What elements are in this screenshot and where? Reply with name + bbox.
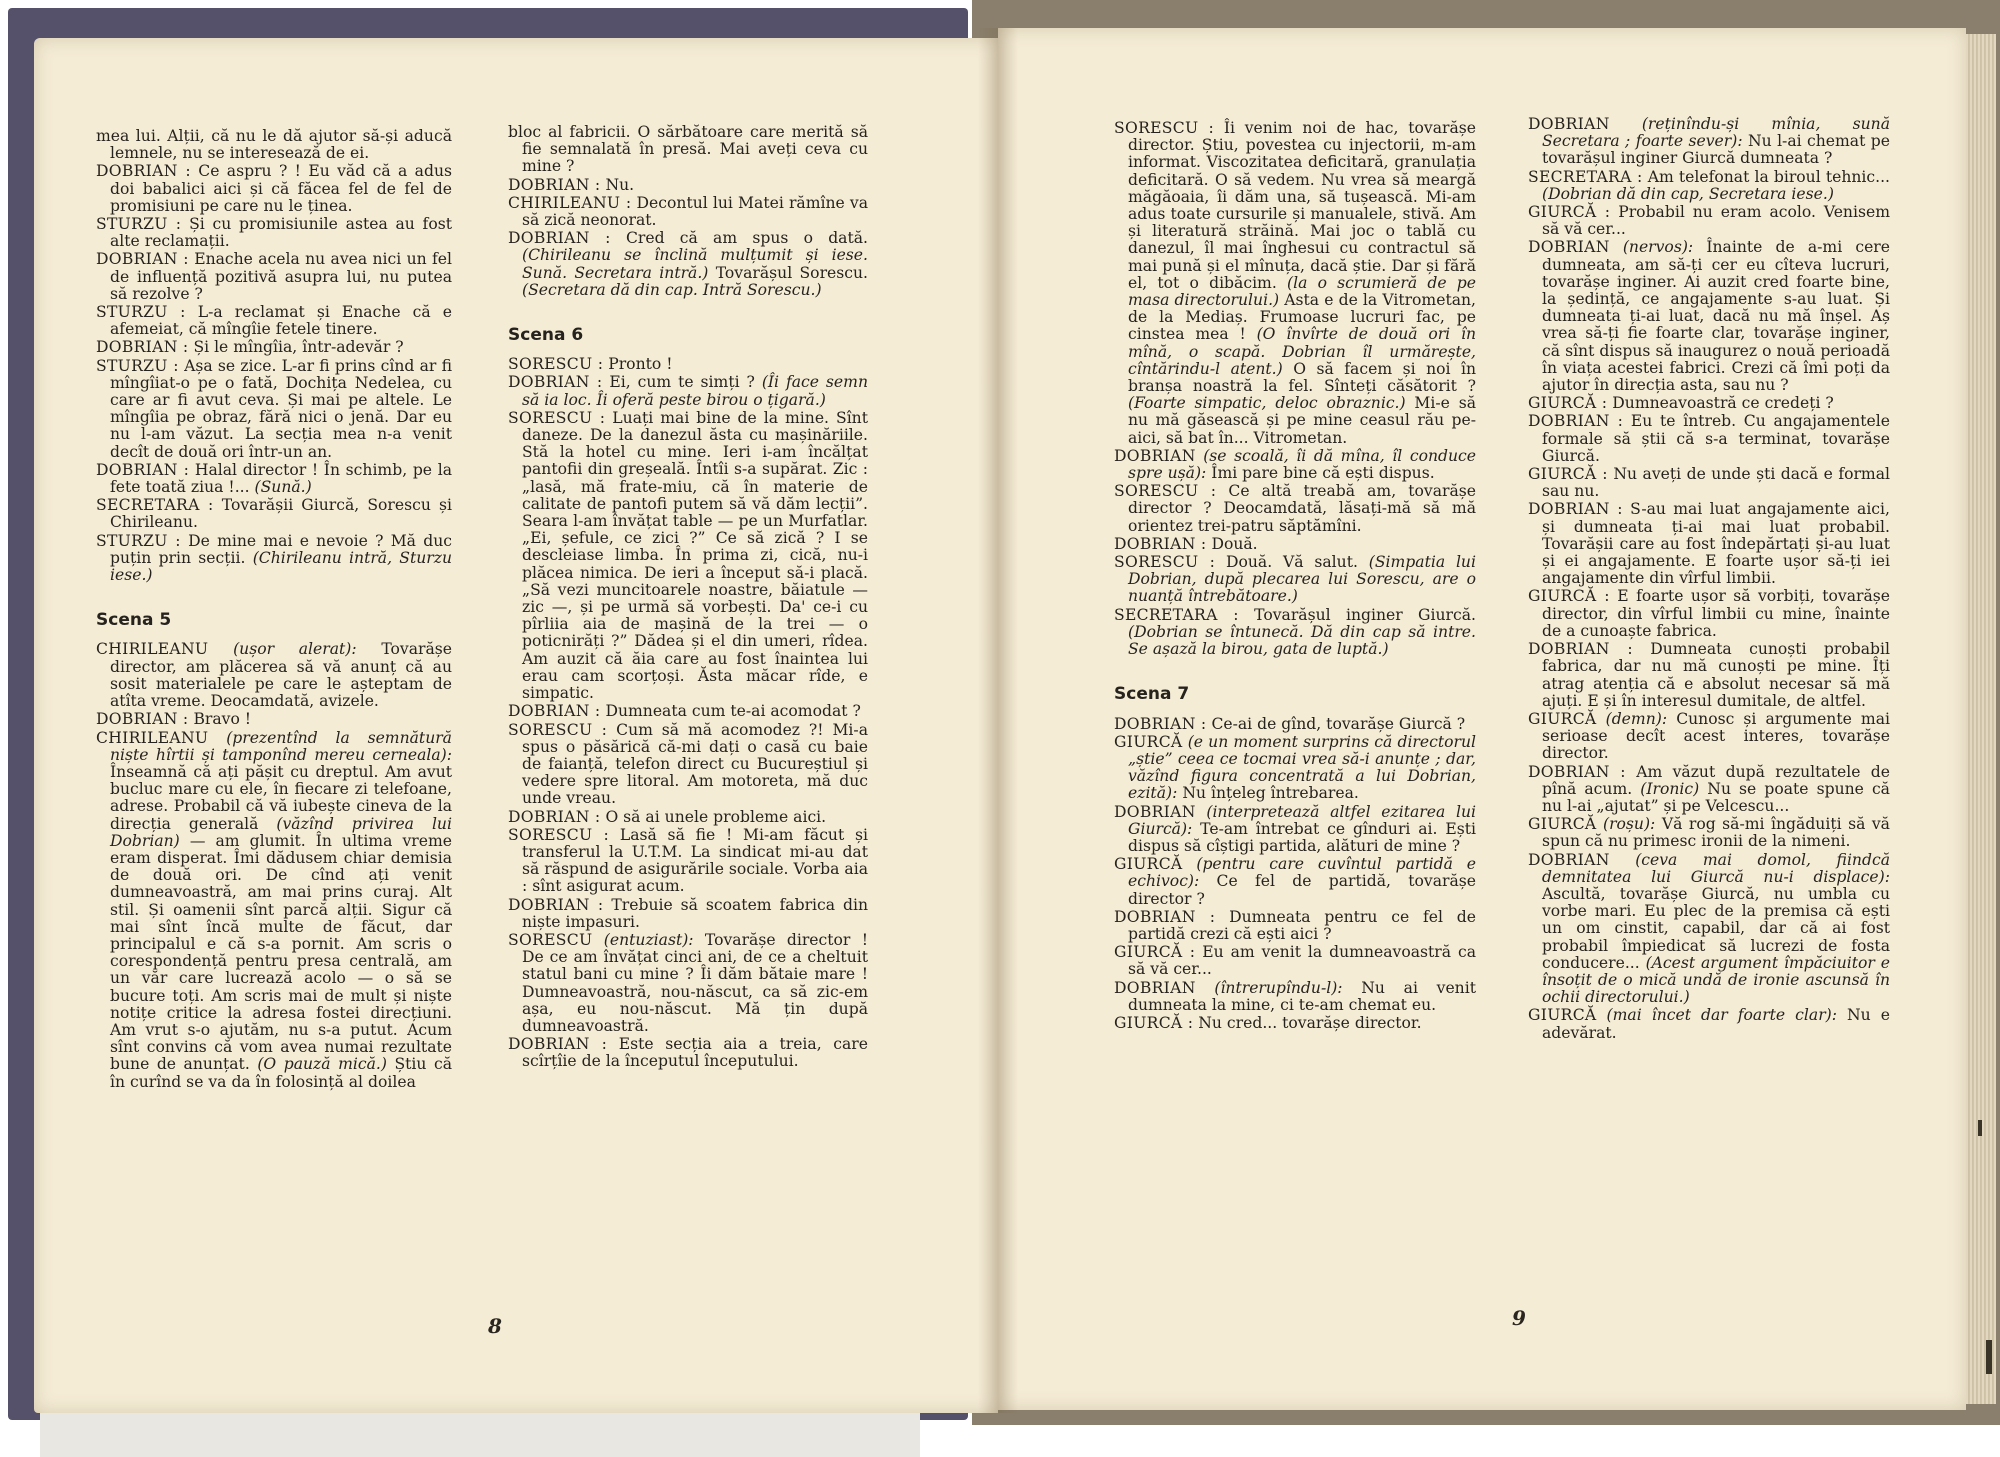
dialogue-line bbox=[1114, 909, 1476, 943]
dialogue-line bbox=[1528, 239, 1890, 394]
speaker-name: CHIRILEANU : bbox=[508, 193, 632, 212]
stage-direction: (interpretează altfel ezitarea lui Giurcă): bbox=[1128, 802, 1476, 838]
dialogue-line bbox=[1528, 501, 1890, 587]
dialogue-line bbox=[96, 163, 452, 215]
stage-direction: (la o scrumieră de pe masa directorului.) bbox=[1128, 273, 1476, 310]
line-text: Tovarășul Sorescu. bbox=[715, 263, 868, 282]
speaker-name: DOBRIAN : bbox=[508, 702, 601, 721]
line-text: Decontul lui Matei rămîne va să zică neonorat. bbox=[522, 193, 869, 230]
line-text: O să ai unele probleme aici. bbox=[605, 807, 827, 826]
line-text: Cunosc și argumente mai serioase decît acest interes, tovarășe director. bbox=[1542, 709, 1891, 763]
line-text: mea lui. Alții, că nu le dă ajutor să-și aducă lemnele, nu se interesează de ei. bbox=[96, 127, 452, 163]
line-text: Îmi pare bine că ești dispus. bbox=[1211, 464, 1435, 483]
line-text: Îi venim noi de hac, tovarășe director. Știu, povestea cu injectorii, m-am informat. Viscozitatea deficitară, granulația deficitară. O să vedem. Nu vrea să meargă măgăoaia, îi dăm una, să tușească. Mi-am adus toate cursurile și manualele, stivă. Am și literatură străină. Mai joc o tablă cu danezul, îl mai înghesui cu contractul să mai pună și el mînuța, dacă știe. Dar și fără el, tot o dibăcim. bbox=[1128, 119, 1476, 292]
page-number-left: 8 bbox=[488, 1314, 502, 1338]
line-text: S-au mai luat angajamente aici, și dumneata ți-ai mai luat probabil. Tovarășii care au fost îndepărtați și-au luat și ei angajamente. E foarte ușor să-ți iei angajamente din vîrful limbii. bbox=[1542, 500, 1890, 588]
speaker-name: DOBRIAN : bbox=[96, 710, 189, 729]
dialogue-line bbox=[1114, 483, 1476, 535]
line-text: Enache acela nu avea nici un fel de influență pozitivă asupra lui, nu putea să rezolve ? bbox=[110, 250, 452, 303]
page-edge-mark bbox=[1986, 1340, 1992, 1374]
line-text: Așa se zice. L-ar fi prins cînd ar fi mîngîiat-o pe o fată, Dochița Nedelea, cu care ar fi avut ceva. Și mai pe altele. Le mîngîia pe obraz, fără nici o jenă. Dar eu nu l-am văzut. La secția mea n-a venit decît de două ori într-un an. bbox=[110, 356, 452, 461]
line-text: Este secția aia a treia, care scîrțîie de la începutul începutului. bbox=[522, 1035, 868, 1071]
dialogue-line bbox=[508, 897, 868, 931]
speaker-name: CHIRILEANU bbox=[96, 728, 209, 747]
speaker-name: GIURCĂ bbox=[1114, 732, 1183, 751]
line-text: Ce-ai de gînd, tovarășe Giurcă ? bbox=[1211, 714, 1466, 733]
speaker-name: STURZU : bbox=[96, 215, 182, 234]
speaker-name: GIURCĂ : bbox=[1528, 587, 1610, 606]
line-text: Două. bbox=[1211, 534, 1258, 553]
line-text: Nu aveți de unde ști dacă e formal sau nu. bbox=[1542, 465, 1890, 501]
speaker-name: SORESCU : bbox=[508, 825, 610, 844]
stage-direction: (reținîndu-și mînia, sună Secretara ; foarte sever): bbox=[1542, 115, 1890, 151]
stage-direction: (Ironic) bbox=[1640, 779, 1700, 798]
dialogue-line bbox=[1528, 816, 1890, 850]
dialogue-line bbox=[96, 730, 452, 1091]
speaker-name: STURZU : bbox=[96, 356, 179, 375]
dialogue-line bbox=[96, 251, 452, 303]
stage-direction: (O pauză mică.) bbox=[257, 1055, 387, 1074]
dialogue-line bbox=[1114, 856, 1476, 908]
speaker-name: SORESCU : bbox=[1114, 553, 1216, 572]
dialogue-line bbox=[1114, 944, 1476, 978]
stage-direction: (roșu): bbox=[1603, 815, 1656, 834]
line-text: E foarte ușor să vorbiți, tovarășe director, din vîrful limbii cu mine, înainte de a cunoaște fabrica. bbox=[1542, 587, 1890, 640]
speaker-name: DOBRIAN : bbox=[1528, 640, 1633, 659]
line-text: Mi-e să nu mă găsească și pe mine ceasul rău pe-aici, să bat în... Vitrometan. bbox=[1128, 394, 1476, 447]
speaker-name: SECRETARA : bbox=[1114, 605, 1239, 624]
stage-direction: (întrerupîndu-l): bbox=[1214, 978, 1343, 997]
line-text: Nu ai venit dumneata la mine, ci te-am chemat eu. bbox=[1128, 978, 1476, 1014]
speaker-name: DOBRIAN : bbox=[508, 175, 601, 194]
speaker-name: GIURCĂ : bbox=[1528, 394, 1608, 413]
speaker-name: GIURCĂ : bbox=[1114, 1013, 1194, 1032]
text-paragraph bbox=[508, 124, 868, 176]
speaker-name: STURZU : bbox=[96, 303, 186, 322]
speaker-name: DOBRIAN : bbox=[1114, 714, 1207, 733]
dialogue-line bbox=[1114, 607, 1476, 659]
scene-heading: Scena 7 bbox=[1114, 684, 1190, 705]
line-text: — am glumit. În ultima vreme eram disperat. Îmi dădusem chiar demisia de două ori. De cînd ați venit dumneavoastră, am mai prins curaj. Alt stil. Și oamenii sînt parcă alții. Sigur că mai sînt încă multe de făcut, dar principalul e că s-a pornit. Am scris o corespondență pentru presa centrală, am un văr care lucrează acolo — o să se bucure toți. Am scris mai de mult și niște notițe critice la adresa fostei direcțiuni. Am vrut s-o ajutăm, nu s-a putut. Acum sînt convins că vom avea numai rezultate bune de anunțat. bbox=[110, 831, 452, 1074]
stage-direction: (Chirileanu se înclină mulțumit și iese. Sună. Secretara intră.) bbox=[522, 246, 868, 282]
dialogue-line bbox=[1114, 804, 1476, 856]
right-page-column-2 bbox=[1528, 116, 1890, 1043]
line-text: Ei, cum te simți ? bbox=[609, 373, 755, 392]
dialogue-line bbox=[508, 410, 868, 702]
line-text: Trebuie să scoatem fabrica din niște impasuri. bbox=[522, 895, 868, 931]
line-text: Și cu promisiunile astea au fost alte reclamații. bbox=[110, 215, 452, 251]
dialogue-line bbox=[1528, 116, 1890, 168]
line-text: Halal director ! În schimb, pe la fete toată ziua !... bbox=[110, 460, 452, 497]
line-text: Și le mîngîia, într-adevăr ? bbox=[193, 338, 404, 357]
speaker-name: SORESCU bbox=[508, 930, 593, 949]
stage-direction: (ceva mai domol, fiindcă demnitatea lui Giurcă nu-i displace): bbox=[1542, 850, 1890, 886]
stage-direction: (O învîrte de două ori în mînă, o scapă. Dobrian îl urmărește, cîntărindu-l atent.) bbox=[1128, 325, 1476, 378]
speaker-name: DOBRIAN : bbox=[508, 229, 611, 248]
line-text: Cum să mă acomodez ?! Mi-a spus o păsărică că-mi dați o casă cu baie de faianță, telefon direct cu Bucureștiul și vedere spre litoral. Am motoreta, mă duc unde vreau. bbox=[522, 720, 868, 808]
book-gutter bbox=[978, 28, 1018, 1413]
dialogue-line bbox=[1528, 413, 1890, 465]
line-text: Tovarășul inginer Giurcă. bbox=[1254, 605, 1476, 624]
stage-direction: (pentru care cuvîntul partidă e echivoc): bbox=[1128, 855, 1476, 891]
dialogue-line bbox=[508, 827, 868, 896]
line-text: Dumneavoastră ce credeți ? bbox=[1612, 394, 1834, 413]
line-text: Asta e de la Vitrometan, de la Mediaș. Frumoase lucruri fac, pe cinstea mea ! bbox=[1128, 291, 1477, 344]
dialogue-line bbox=[1528, 764, 1890, 816]
dialogue-line bbox=[1114, 554, 1476, 606]
page-edges bbox=[1966, 34, 1996, 1404]
dialogue-line bbox=[1114, 1015, 1476, 1032]
speaker-name: DOBRIAN : bbox=[508, 1035, 608, 1054]
stage-direction: (demn): bbox=[1605, 709, 1668, 728]
stage-direction: (văzînd privirea lui Dobrian) bbox=[110, 814, 452, 850]
dialogue-line bbox=[508, 722, 868, 808]
speaker-name: DOBRIAN : bbox=[1114, 534, 1207, 553]
stage-direction: (e un moment surprins că directorul „știe” ceea ce tocmai vrea să-i anunțe ; dar, văzînd figura concentrată a lui Dobrian, ezită): bbox=[1128, 732, 1476, 803]
line-text: Cred că am spus o dată. bbox=[625, 229, 868, 248]
stage-direction: (entuziast): bbox=[603, 930, 694, 949]
speaker-name: GIURCĂ bbox=[1528, 1006, 1597, 1025]
speaker-name: SORESCU : bbox=[508, 720, 608, 739]
stage-direction: (se scoală, îi dă mîna, îl conduce spre ușă): bbox=[1128, 446, 1476, 483]
line-text: Două. Vă salut. bbox=[1225, 553, 1358, 572]
stage-direction: (ușor alerat): bbox=[233, 640, 357, 659]
speaker-name: GIURCĂ bbox=[1528, 815, 1597, 834]
line-text: Tovarășe director ! De ce am învățat cinci ani, de ce a cheltuit statul bani cu mine ? Îi dăm bătaie mare ! Dumneavoastră, nou-născut, ca să zic-em așa, eu nou-născut. Mă țin după dumneavoastră. bbox=[522, 930, 868, 1035]
speaker-name: SECRETARA : bbox=[96, 496, 214, 515]
line-text: Bravo ! bbox=[193, 710, 252, 729]
dialogue-line bbox=[1528, 395, 1890, 412]
line-text: Înainte de a-mi cere dumneata, am să-ți cer eu cîteva lucruri, tovarășe inginer. Ai auzit cred foarte bine, la ședință, ce angajamente s-au luat. Și dumneata ți-ai luat, dacă nu mă înșel. Aș vrea să-ți fie foarte clar, tovarășe inginer, că sînt dispus să inaugurez o nouă perioadă în viața acestei fabrici. Crezi că îmi poți da ajutor în direcția asta, sau nu ? bbox=[1542, 238, 1890, 395]
line-text: Am văzut după rezultatele de pînă acum. bbox=[1542, 762, 1890, 798]
speaker-name: GIURCĂ bbox=[1528, 709, 1597, 728]
line-text: Nu. bbox=[605, 175, 635, 194]
speaker-name: DOBRIAN : bbox=[1528, 500, 1623, 519]
speaker-name: DOBRIAN : bbox=[1114, 907, 1216, 926]
stage-direction: (Sună.) bbox=[254, 478, 312, 497]
dialogue-line bbox=[1114, 734, 1476, 803]
line-text: Nu l-ai chemat pe tovarășul inginer Giurcă dumneata ? bbox=[1542, 132, 1890, 168]
dialogue-line bbox=[96, 533, 452, 585]
line-text: Tovarășe director, am plăcerea să vă anunț că au sosit materialele pe care le așteptam de atîta vreme. Deocamdată, avizele. bbox=[110, 640, 452, 711]
stage-direction: (nervos): bbox=[1622, 238, 1694, 257]
scene-heading: Scena 5 bbox=[96, 610, 172, 631]
line-text: Pronto ! bbox=[608, 355, 673, 374]
speaker-name: DOBRIAN : bbox=[1528, 762, 1626, 781]
dialogue-line bbox=[1114, 120, 1476, 447]
page-number-right: 9 bbox=[1512, 1306, 1526, 1330]
dialogue-line bbox=[1114, 536, 1476, 553]
dialogue-line bbox=[508, 177, 868, 194]
dialogue-line bbox=[508, 703, 868, 720]
line-text: Nu înțeleg întrebarea. bbox=[1182, 784, 1359, 803]
dialogue-line bbox=[508, 374, 868, 408]
line-text: Ce altă treabă am, tovarășe director ? Deocamdată, lăsați-mă să mă orientez trei-patru săptămîni. bbox=[1128, 482, 1476, 535]
line-text: Ce fel de partidă, tovarășe director ? bbox=[1128, 872, 1476, 908]
stage-direction: (Foarte simpatic, deloc obraznic.) bbox=[1128, 394, 1406, 413]
speaker-name: DOBRIAN : bbox=[96, 460, 190, 479]
speaker-name: DOBRIAN : bbox=[96, 162, 191, 181]
right-page-column-1 bbox=[1114, 120, 1476, 1033]
dialogue-line bbox=[96, 304, 452, 338]
speaker-name: GIURCĂ : bbox=[1528, 203, 1611, 222]
dialogue-line bbox=[96, 497, 452, 531]
line-text: Vă rog să-mi îngăduiți să vă spun că nu primesc ironii de la nimeni. bbox=[1542, 815, 1890, 851]
speaker-name: DOBRIAN : bbox=[508, 373, 603, 392]
dialogue-line bbox=[508, 230, 868, 299]
line-text: Am telefonat la biroul tehnic... bbox=[1647, 167, 1890, 186]
line-text: bloc al fabricii. O sărbătoare care merită să fie semnalată în presă. Mai aveți ceva cu mine ? bbox=[508, 123, 868, 176]
dialogue-line bbox=[508, 1036, 868, 1070]
dialogue-line bbox=[1528, 169, 1890, 203]
speaker-name: DOBRIAN bbox=[1114, 978, 1196, 997]
line-text: Ce aspru ? ! Eu văd că a adus doi babalici aici și că făcea fel de fel de promisiuni pe care nu le ținea. bbox=[110, 162, 452, 215]
stage-direction: (Secretara dă din cap. Intră Sorescu.) bbox=[522, 280, 822, 299]
speaker-name: CHIRILEANU bbox=[96, 640, 209, 659]
line-text: Ascultă, tovarășe Giurcă, nu umbla cu vorbe mari. Eu plec de la premisa că ești un om cinstit, capabil, dar că ai fost probabil împiedicat să lucrezi de fosta conducere... bbox=[1542, 884, 1890, 972]
dialogue-line bbox=[1528, 1007, 1890, 1041]
speaker-name: SECRETARA : bbox=[1528, 167, 1643, 186]
stage-direction: (Acest argument împăciuitor e însoțit de o mică undă de ironie ascunsă în ochii directorului.) bbox=[1542, 953, 1890, 1007]
dialogue-line bbox=[508, 809, 868, 826]
line-text: De mine mai e nevoie ? Mă duc puțin prin secții. bbox=[110, 531, 452, 567]
dialogue-line bbox=[1528, 204, 1890, 238]
line-text: Luați mai bine de la mine. Sînt daneze. De la danezul ăsta cu mașinăriile. Stă la hotel cu mine. Ieri i-am încălțat pantofii din greșeală. Întîi s-a supărat. Zic : „lasă, mă frate-miu, că în materie de calitate de pantofi putem să vă dăm lecții”. Seara l-am învățat table — pe un Murfatlar. „Ei, șefule, ce zici ?” Ce să zică ? I se descleiase limba. În prima zi, cică, nu-i plăcea nimica. De ieri a început să-i placă. „Să vezi muncitoarele noastre, băiatule — zic —, și pe urmă să vorbești. Da' ce-i cu pîrliia aia de mașină de la trei — o poticnirăți ?” Dădea și el din umeri, rîdea. Am auzit că ăia care au fost înaintea lui erau cam scorțoși. Ăsta măcar rîde, e simpatic. bbox=[522, 408, 868, 703]
dialogue-line bbox=[96, 462, 452, 496]
dialogue-line bbox=[1528, 588, 1890, 640]
dialogue-line bbox=[1114, 980, 1476, 1014]
line-text: Nu cred... tovarășe director. bbox=[1198, 1013, 1422, 1032]
line-text: Probabil nu eram acolo. Venisem să vă cer... bbox=[1542, 203, 1890, 239]
line-text: O să facem și noi în branșa noastră la fel. Sînteți căsătorit ? bbox=[1128, 359, 1477, 396]
line-text: Tovarășii Giurcă, Sorescu și Chirileanu. bbox=[110, 496, 453, 532]
speaker-name: STURZU : bbox=[96, 531, 181, 550]
speaker-name: DOBRIAN : bbox=[508, 807, 601, 826]
line-text: Nu se poate spune că nu l-ai „ajutat” și pe Velcescu... bbox=[1542, 779, 1890, 815]
dialogue-line bbox=[508, 195, 868, 229]
speaker-name: SORESCU : bbox=[1114, 119, 1215, 137]
page-edge-mark bbox=[1978, 1120, 1982, 1136]
speaker-name: SORESCU : bbox=[508, 355, 604, 374]
line-text: Eu te întreb. Cu angajamentele formale să știi că s-a terminat, tovarășe Giurcă. bbox=[1542, 412, 1890, 465]
speaker-name: GIURCĂ : bbox=[1114, 943, 1196, 962]
dialogue-line bbox=[1114, 716, 1476, 733]
dialogue-line bbox=[96, 358, 452, 461]
dialogue-line bbox=[508, 932, 868, 1035]
line-text: Dumneata cum te-ai acomodat ? bbox=[605, 702, 861, 721]
line-text: Nu e adevărat. bbox=[1542, 1006, 1890, 1042]
dialogue-line bbox=[508, 356, 868, 373]
line-text: Eu am venit la dumneavoastră ca să vă cer... bbox=[1128, 943, 1476, 979]
speaker-name: DOBRIAN : bbox=[96, 250, 189, 269]
dialogue-line bbox=[1528, 641, 1890, 710]
line-text: Dumneata cunoști probabil fabrica, dar nu mă cunoști pe mine. Îți atrag atenția că e absolut necesar să mă ajuți. E și în interesul dumitale, de altfel. bbox=[1542, 640, 1890, 710]
dialogue-line bbox=[1528, 466, 1890, 500]
dialogue-line bbox=[1114, 448, 1476, 482]
dialogue-line bbox=[1528, 852, 1890, 1007]
line-text: Dumneata pentru ce fel de partidă crezi că ești aici ? bbox=[1128, 907, 1476, 943]
dialogue-line bbox=[96, 711, 452, 728]
stage-direction: (Dobrian se întunecă. Dă din cap să intre. Se așază la birou, gata de luptă.) bbox=[1128, 622, 1476, 659]
speaker-name: DOBRIAN bbox=[1528, 850, 1610, 869]
dialogue-line bbox=[96, 339, 452, 356]
line-text: Lasă să fie ! Mi-am făcut și transferul la U.T.M. La sindicat mi-au dat să răspund de asigurările sociale. Vorba aia : sînt asigurat acum. bbox=[522, 825, 868, 896]
stage-direction: (Dobrian dă din cap, Secretara iese.) bbox=[1542, 184, 1834, 203]
stage-direction: (Simpatia lui Dobrian, după plecarea lui Sorescu, are o nuanță întrebătoare.) bbox=[1128, 553, 1476, 606]
stage-direction: (Chirileanu intră, Sturzu iese.) bbox=[110, 548, 452, 585]
speaker-name: DOBRIAN bbox=[1528, 238, 1610, 257]
text-paragraph bbox=[96, 128, 452, 162]
line-text: L-a reclamat și Enache că e afemeiat, că mîngîie fetele tinere. bbox=[110, 303, 452, 339]
scene-heading: Scena 6 bbox=[508, 325, 584, 346]
line-text: Știu că în curînd se va da în folosință al doilea bbox=[110, 1055, 452, 1091]
speaker-name: SORESCU : bbox=[508, 408, 606, 427]
speaker-name: GIURCĂ bbox=[1114, 855, 1183, 874]
stage-direction: (mai încet dar foarte clar): bbox=[1606, 1006, 1837, 1025]
dialogue-line bbox=[1528, 711, 1890, 763]
dialogue-line bbox=[96, 216, 452, 250]
speaker-name: SORESCU : bbox=[1114, 482, 1217, 501]
speaker-name: DOBRIAN : bbox=[96, 338, 189, 357]
line-text: Înseamnă că ați pășit cu dreptul. Am avut bucluc mare cu ele, în fiecare zi telefoane, adrese. Probabil că vă iubește cineva de la direcția generală bbox=[110, 762, 452, 833]
line-text: Te-am întrebat ce gînduri ai. Ești dispus să cîștigi partida, alături de mine ? bbox=[1128, 819, 1476, 855]
speaker-name: DOBRIAN bbox=[1114, 802, 1196, 821]
left-page-column-2 bbox=[508, 124, 868, 1072]
stage-direction: (Îi face semn să ia loc. Îi oferă peste birou o țigară.) bbox=[522, 373, 868, 409]
speaker-name: DOBRIAN : bbox=[508, 895, 604, 914]
speaker-name: DOBRIAN bbox=[1114, 446, 1196, 465]
dialogue-line bbox=[96, 641, 452, 710]
speaker-name: DOBRIAN : bbox=[1528, 412, 1624, 431]
stage-direction: (prezentînd la semnătură niște hîrtii și tamponînd mereu cerneala): bbox=[110, 728, 452, 764]
left-page-column-1 bbox=[96, 128, 452, 1092]
speaker-name: GIURCĂ : bbox=[1528, 465, 1608, 484]
speaker-name: DOBRIAN bbox=[1528, 115, 1610, 133]
